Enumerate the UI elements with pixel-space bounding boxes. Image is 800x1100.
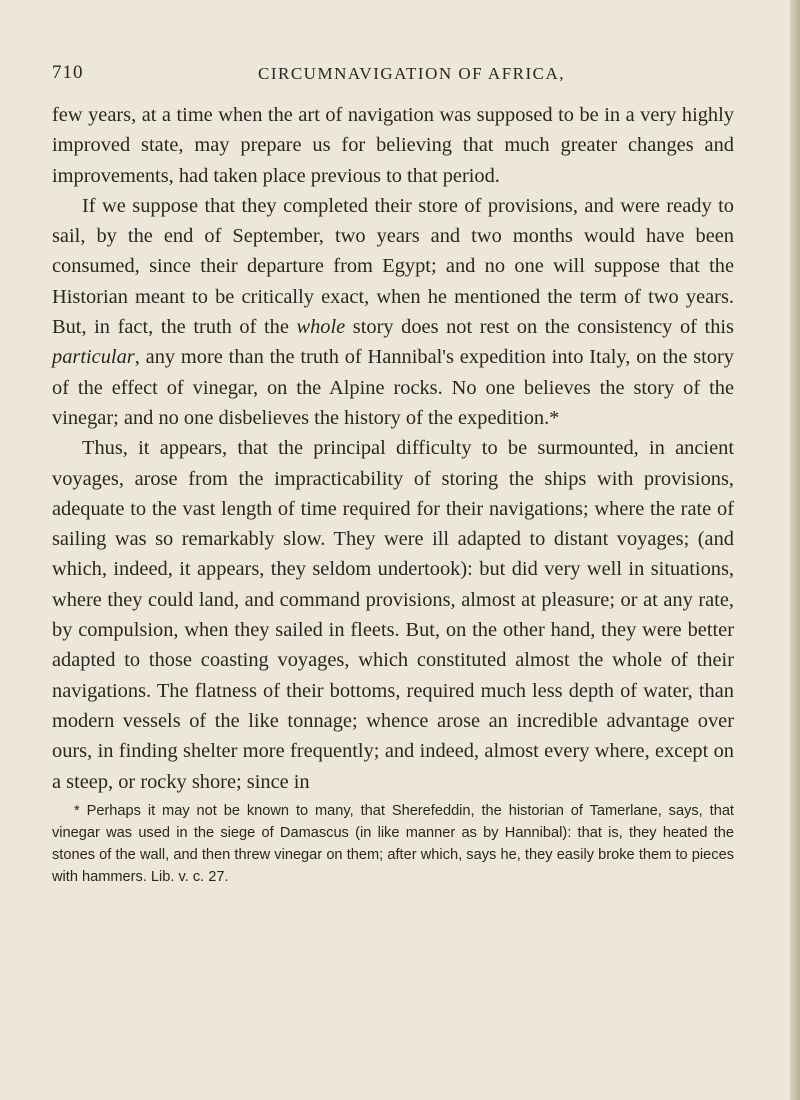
paragraph-2-text-b: story does not rest on the consistency of this [345, 316, 734, 339]
paragraph-1 [52, 100, 734, 191]
page-edge [790, 0, 800, 1100]
paragraph-2-text-c: , any more than the truth of Hannibal's expedition into Italy, on the story of the effect of vinegar, on the Alpine rocks. No one believes the story of the vinegar; and no one disbelieves the history of the expedition.* [52, 346, 734, 429]
paragraph-2-text-a: If we suppose that they completed their store of provisions, and were ready to sail, by the end of September, two years and two months would have been consumed, since their departure from Egypt; and no one will suppose that the Historian meant to be critically exact, when he mentioned the term of two years. But, in fact, the truth of the [52, 194, 734, 339]
italic-word-particular: particular [52, 346, 135, 369]
page-header [52, 62, 732, 92]
paragraph-2 [52, 191, 734, 433]
footnote-text: * Perhaps it may not be known to many, that Sherefeddin, the historian of Tamerlane, says, that vinegar was used in the siege of Damascus (in like manner as by Hannibal): that is, they heated the stones of the wall, and then threw vinegar on them; after which, says he, they easily broke them to pieces with hammers. Lib. v. c. 27. [52, 803, 734, 885]
paragraph-3 [52, 433, 734, 797]
italic-word-whole: whole [296, 316, 346, 339]
footnote [52, 800, 734, 888]
paragraph-1-text: few years, at a time when the art of navigation was supposed to be in a very highly improved state, may prepare us for believing that much greater changes and improvements, had taken place previous to that period. [52, 104, 734, 187]
body-text [52, 100, 734, 797]
paragraph-3-text: Thus, it appears, that the principal difficulty to be surmounted, in ancient voyages, arose from the impracticability of storing the ships with provisions, adequate to the vast length of time required for their navigations; where the rate of sailing was so remarkably slow. They were ill adapted to distant voyages; (and which, indeed, it appears, they seldom undertook): but did very well in situations, where they could land, and command provisions, almost at pleasure; or at any rate, by compulsion, when they sailed in fleets. But, on the other hand, they were better adapted to those coasting voyages, which constituted almost the whole of their navigations. The flatness of their bottoms, required much less depth of water, than modern vessels of the like tonnage; whence arose an incredible advantage over ours, in finding shelter more frequently; and indeed, almost every where, except on a steep, or rocky shore; since in [52, 437, 734, 793]
running-head: CIRCUMNAVIGATION OF AFRICA, [258, 64, 566, 83]
page-number: 710 [52, 62, 84, 83]
